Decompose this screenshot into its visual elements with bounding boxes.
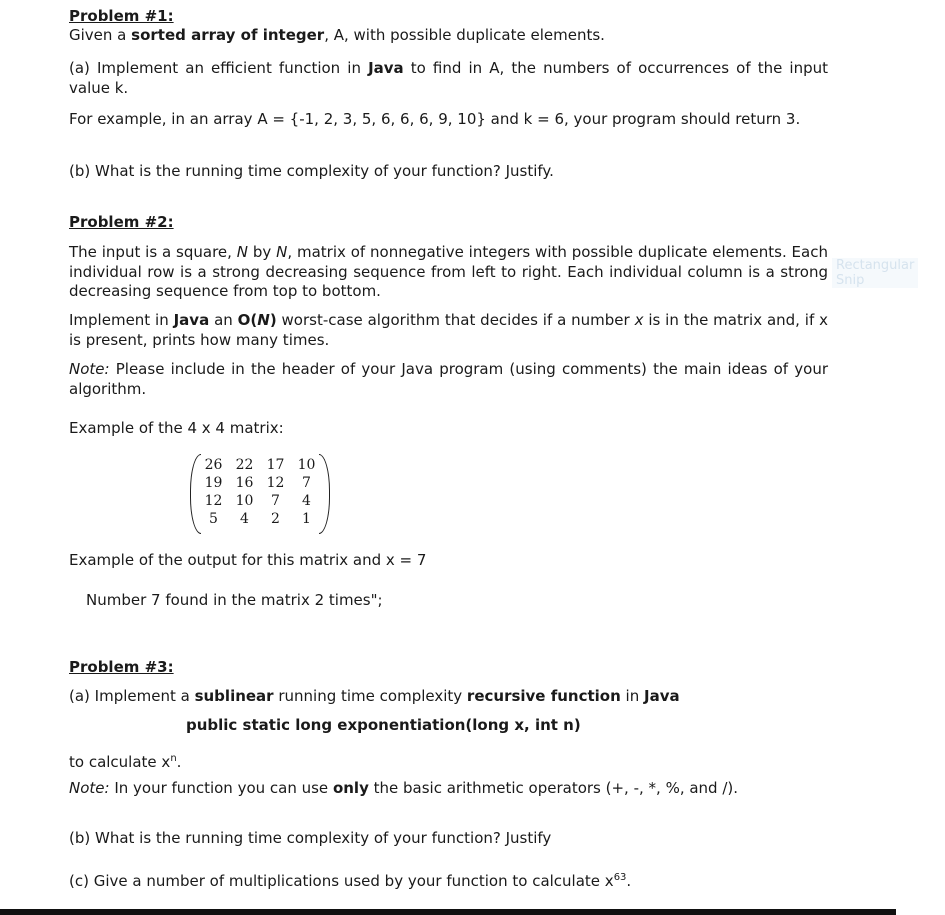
text: In your function you can use	[109, 779, 333, 797]
matrix-cell: 16	[235, 475, 254, 491]
matrix-cell: 2	[271, 511, 280, 527]
text: Implement in	[69, 311, 174, 329]
text: The input is a square,	[69, 243, 237, 261]
problem-2-intro	[69, 243, 828, 302]
problem-1-statement	[69, 26, 828, 46]
text: .	[626, 872, 632, 890]
text-bold: only	[332, 779, 369, 797]
problem-3-title: Problem #3:	[69, 658, 174, 676]
problem-3-part-a	[69, 687, 828, 707]
matrix-row	[198, 474, 322, 492]
superscript: n	[170, 753, 177, 764]
text-bold: Java	[368, 59, 404, 77]
text: Given a	[69, 26, 132, 44]
output-example: Number 7 found in the matrix 2 times";	[86, 591, 383, 609]
text: is in the matrix and, if x is present, prints how many times.	[69, 311, 828, 349]
function-signature: public static long exponentiation(long x, int n)	[186, 716, 581, 734]
matrix-row	[198, 456, 322, 474]
text-bold: O(	[237, 311, 258, 329]
matrix-cell: 26	[204, 457, 223, 473]
text-bold-italic: N	[257, 311, 270, 329]
problem-2-note	[69, 360, 828, 399]
text: an	[209, 311, 238, 329]
matrix-cell: 12	[204, 493, 223, 509]
problem-1-example: For example, in an array A = {-1, 2, 3, 5, 6, 6, 6, 9, 10} and k = 6, your program should return 3.	[69, 110, 801, 128]
matrix-cell: 5	[209, 511, 218, 527]
text: Please include in the header of your Java program (using comments) the main ideas of your algorithm.	[69, 360, 828, 398]
text: worst-case algorithm that decides if a number	[276, 311, 635, 329]
text-bold: recursive function	[466, 687, 621, 705]
problem-3-part-c	[69, 868, 828, 892]
superscript: 63	[613, 872, 627, 883]
text-italic: x	[634, 311, 644, 329]
problem-1-part-b: (b) What is the running time complexity of your function? Justify.	[69, 162, 554, 180]
matrix-cell: 12	[266, 475, 285, 491]
snip-watermark: Rectangular Snip	[832, 258, 918, 288]
note-label: Note:	[69, 360, 110, 378]
text-bold: Java	[173, 311, 210, 329]
text: , matrix of nonnegative integers with possible duplicate elements. Each individual row is a strong decreasing sequence from left to right. Each individual column is a strong decreasing sequence from top to bottom.	[69, 243, 828, 300]
matrix-cell: 10	[297, 457, 316, 473]
text: the basic arithmetic operators (+, -, *, %, and /).	[368, 779, 739, 797]
text-bold: sublinear	[194, 687, 274, 705]
matrix-cell: 4	[302, 493, 311, 509]
calc-line	[69, 749, 828, 773]
text-bold: sorted array of integer	[131, 26, 325, 44]
matrix-example-label: Example of the 4 x 4 matrix:	[69, 419, 284, 437]
text: in	[620, 687, 644, 705]
matrix-cell: 10	[235, 493, 254, 509]
bottom-bar	[0, 909, 896, 915]
text-bold: Java	[644, 687, 680, 705]
problem-3-part-b: (b) What is the running time complexity of your function? Justify	[69, 829, 552, 847]
text-italic: N	[276, 243, 288, 261]
text: (c) Give a number of multiplications used by your function to calculate x	[69, 872, 614, 890]
text-bold: )	[269, 311, 277, 329]
left-parenthesis	[190, 454, 201, 534]
note-label: Note:	[69, 779, 110, 797]
matrix-cell: 19	[204, 475, 223, 491]
text: to find in A, the numbers of occurrences of the input value k.	[69, 59, 828, 97]
matrix-row	[198, 510, 322, 528]
matrix-cell: 7	[271, 493, 280, 509]
matrix-cell: 4	[240, 511, 249, 527]
problem-1-part-a	[69, 59, 828, 98]
text: running time complexity	[273, 687, 467, 705]
right-parenthesis	[319, 454, 330, 534]
text: by	[248, 243, 277, 261]
text-italic: N	[236, 243, 249, 261]
matrix-row	[198, 492, 322, 510]
text: (a) Implement an efficient function in	[69, 59, 369, 77]
problem-1-title: Problem #1:	[69, 7, 174, 25]
text: .	[176, 753, 182, 771]
matrix-cell: 7	[302, 475, 311, 491]
matrix-cell: 22	[235, 457, 254, 473]
matrix-cell: 17	[266, 457, 285, 473]
problem-2-task	[69, 311, 828, 350]
problem-3-note	[69, 779, 828, 799]
output-example-label: Example of the output for this matrix and x = 7	[69, 551, 427, 569]
text: to calculate x	[69, 753, 171, 771]
problem-2-title: Problem #2:	[69, 213, 174, 231]
text: (a) Implement a	[69, 687, 195, 705]
text: , A, with possible duplicate elements.	[324, 26, 605, 44]
matrix-cell: 1	[302, 511, 311, 527]
example-matrix	[190, 456, 330, 532]
